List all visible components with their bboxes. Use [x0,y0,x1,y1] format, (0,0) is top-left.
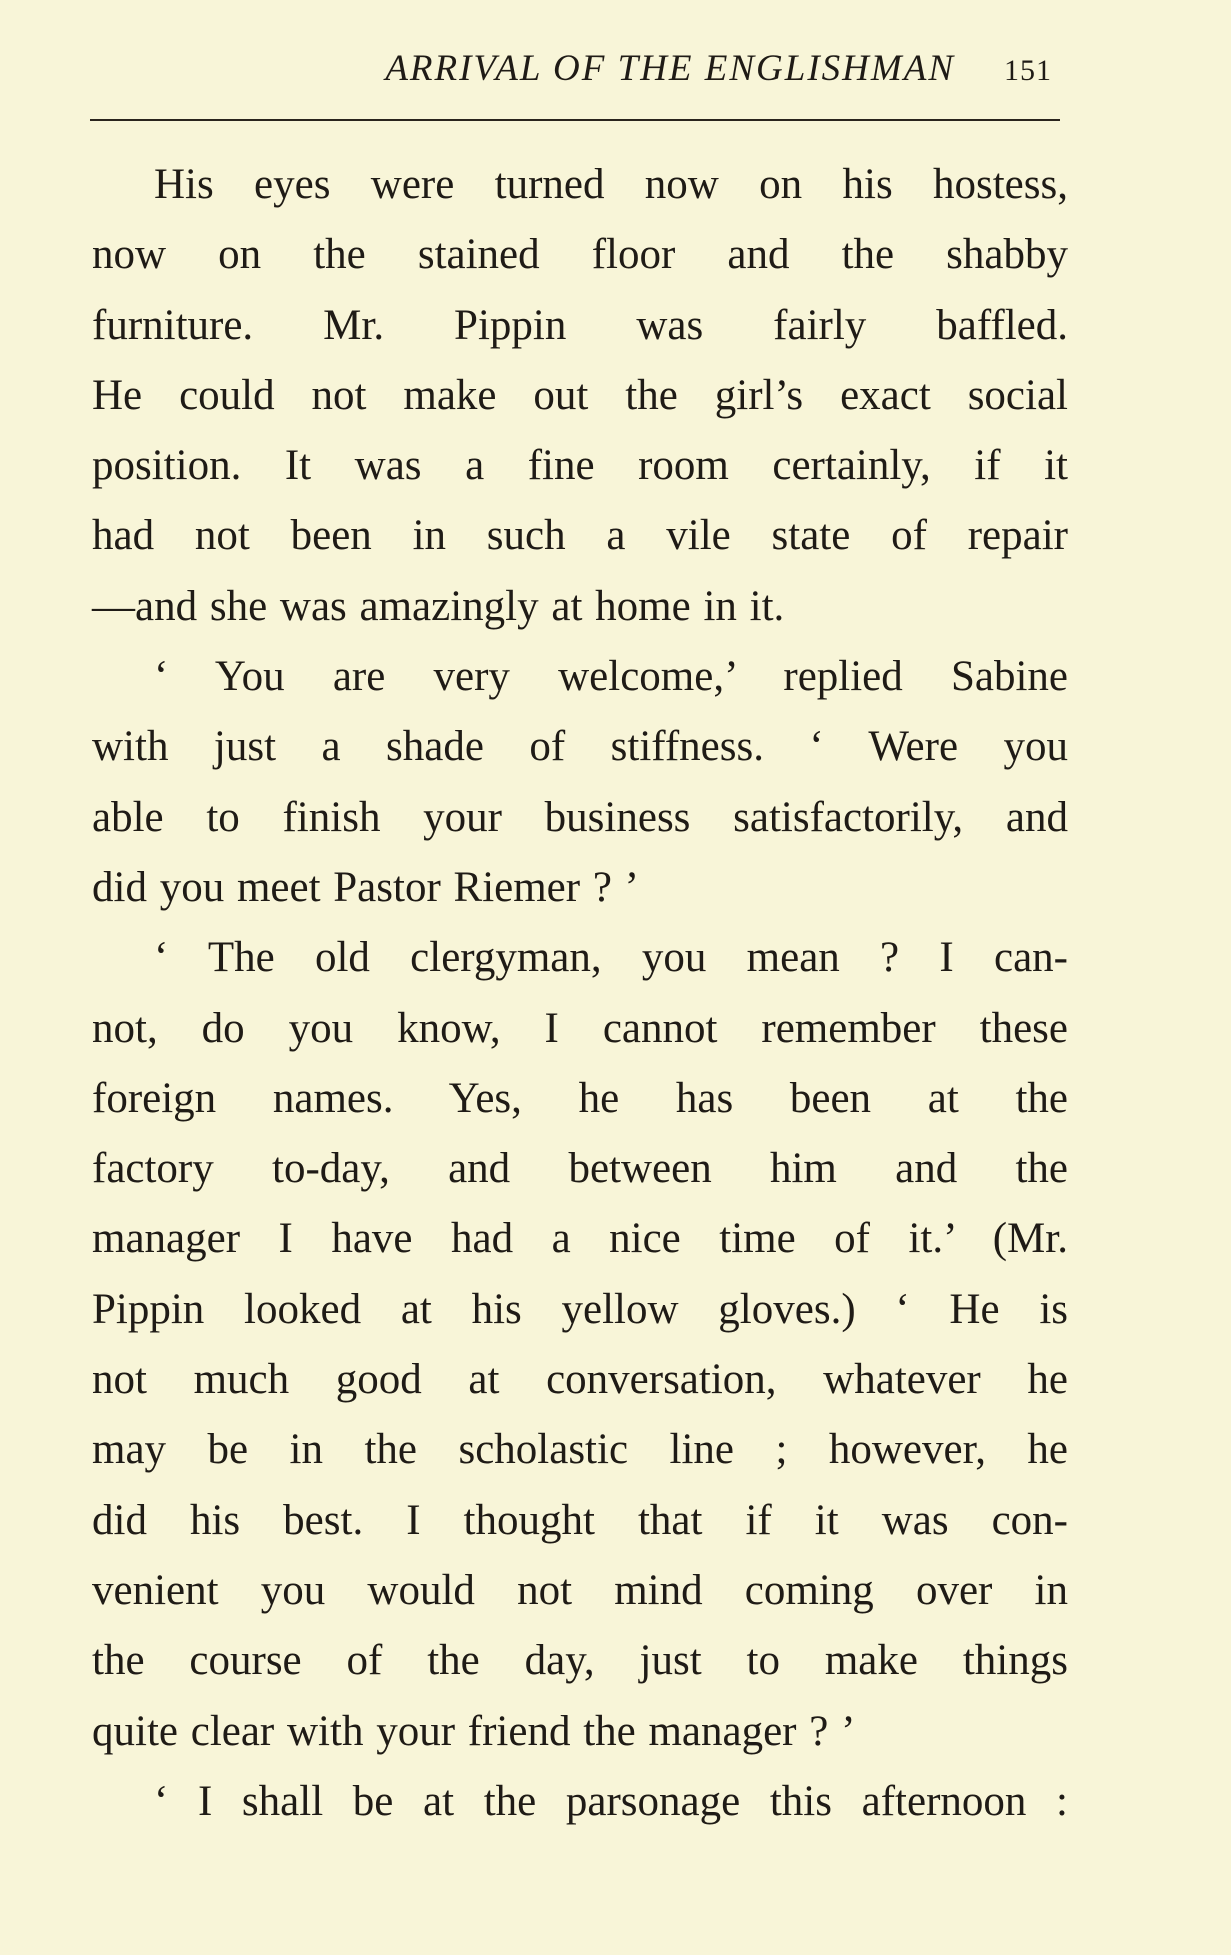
text-line: may be in the scholastic line ; however, he [92,1426,1068,1474]
text-line: —and she was amazingly at home in it. [92,582,785,630]
text-line: His eyes were turned now on his hostess, [154,161,1068,208]
running-head [88,44,1060,94]
text-line: Pippin looked at his yellow gloves.) ‘ He is [92,1285,1068,1333]
text-line: ‘ I shall be at the parsonage this afternoon : [154,1777,1068,1825]
text-line: now on the stained floor and the shabby [92,231,1068,279]
text-line: able to finish your business satisfactorily, and [92,793,1068,841]
text-line: not much good at conversation, whatever he [92,1356,1068,1404]
text-line: with just a shade of stiffness. ‘ Were you [92,723,1068,771]
text-line: ‘ The old clergyman, you mean ? I can- [154,934,1068,982]
page-number: 151 [1004,54,1052,87]
header-rule [90,119,1060,121]
text-line: manager I have had a nice time of it.’ (Mr. [92,1215,1068,1263]
text-line: position. It was a fine room certainly, if it [92,442,1068,490]
text-line: ‘ You are very welcome,’ replied Sabine [154,653,1068,701]
text-line: quite clear with your friend the manager ? ’ [92,1707,856,1755]
running-head-title: ARRIVAL OF THE ENGLISHMAN [385,48,955,89]
text-line: did his best. I thought that if it was con- [92,1496,1068,1544]
text-line: the course of the day, just to make things [92,1637,1068,1685]
text-line: factory to-day, and between him and the [92,1145,1068,1193]
text-line: He could not make out the girl’s exact social [92,371,1068,419]
text-line: did you meet Pastor Riemer ? ’ [92,863,639,911]
text-line: furniture. Mr. Pippin was fairly baffled. [92,301,1068,349]
text-line: not, do you know, I cannot remember these [92,1004,1068,1052]
body-text [92,150,1068,1837]
text-line: venient you would not mind coming over in [92,1566,1068,1614]
text-line: had not been in such a vile state of repair [92,512,1068,560]
text-line: foreign names. Yes, he has been at the [92,1074,1068,1122]
